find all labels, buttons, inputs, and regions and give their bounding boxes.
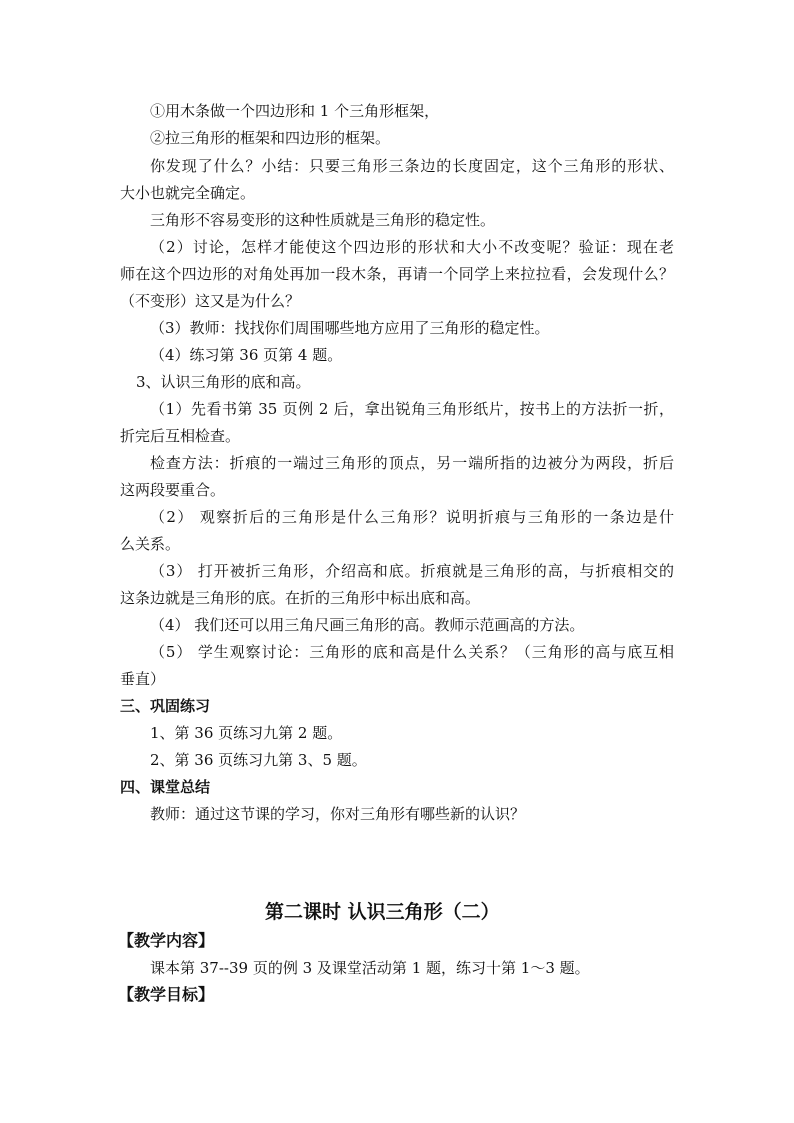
paragraph-line: （3） 打开被折三角形，介绍高和底。折痕就是三角形的高，与折痕相交的 bbox=[150, 562, 674, 580]
paragraph-line: （1）先看书第 35 页例 2 后，拿出锐角三角形纸片，按书上的方法折一折， bbox=[150, 400, 674, 418]
paragraph-line: （3）教师：找找你们周围哪些地方应用了三角形的稳定性。 bbox=[150, 319, 550, 337]
paragraph-line: 3、认识三角形的底和高。 bbox=[136, 373, 311, 391]
paragraph-line: 折完后互相检查。 bbox=[120, 427, 241, 445]
paragraph-line: ①用木条做一个四边形和 1 个三角形框架， bbox=[150, 102, 440, 120]
paragraph-line: 检查方法：折痕的一端过三角形的顶点，另一端所指的边被分为两段，折后 bbox=[150, 454, 674, 472]
paragraph-line: （2）讨论，怎样才能使这个四边形的形状和大小不改变呢？验证：现在老 bbox=[150, 238, 674, 256]
paragraph-line: （5） 学生观察讨论：三角形的底和高是什么关系？（三角形的高与底互相 bbox=[150, 643, 674, 661]
list-item: 1、第 36 页练习九第 2 题。 bbox=[150, 724, 343, 742]
paragraph-line: ②拉三角形的框架和四边形的框架。 bbox=[150, 129, 391, 147]
paragraph-line: 课本第 37--39 页的例 3 及课堂活动第 1 题，练习十第 1～3 题。 bbox=[150, 959, 590, 977]
paragraph-line: 师在这个四边形的对角处再加一段木条，再请一个同学上来拉拉看，会发现什么？ bbox=[120, 265, 674, 283]
paragraph-line: （不变形）这又是为什么？ bbox=[120, 292, 301, 310]
section-heading: 三、巩固练习 bbox=[120, 697, 211, 715]
goal-heading: 【教学目标】 bbox=[118, 985, 215, 1004]
paragraph-line: 你发现了什么？小结：只要三角形三条边的长度固定，这个三角形的形状、 bbox=[150, 157, 674, 175]
paragraph-line: 垂直） bbox=[120, 670, 166, 688]
paragraph-line: 三角形不容易变形的这种性质就是三角形的稳定性。 bbox=[150, 211, 496, 229]
section-heading: 四、课堂总结 bbox=[120, 778, 211, 796]
paragraph-line: 这条边就是三角形的底。在折的三角形中标出底和高。 bbox=[120, 589, 481, 607]
content-heading: 【教学内容】 bbox=[118, 931, 215, 950]
paragraph-line: 么关系。 bbox=[120, 535, 181, 553]
paragraph-line: 教师：通过这节课的学习，你对三角形有哪些新的认识？ bbox=[150, 805, 526, 823]
paragraph-line: 这两段要重合。 bbox=[120, 481, 226, 499]
paragraph-line: 大小也就完全确定。 bbox=[120, 184, 256, 202]
paragraph-line: （4）练习第 36 页第 4 题。 bbox=[150, 346, 343, 364]
paragraph-line: （4） 我们还可以用三角尺画三角形的高。教师示范画高的方法。 bbox=[150, 616, 585, 634]
paragraph-line: （2） 观察折后的三角形是什么三角形？说明折痕与三角形的一条边是什 bbox=[150, 508, 674, 526]
list-item: 2、第 36 页练习九第 3、5 题。 bbox=[150, 751, 367, 769]
lesson-title: 第二课时 认识三角形（二） bbox=[265, 901, 500, 923]
